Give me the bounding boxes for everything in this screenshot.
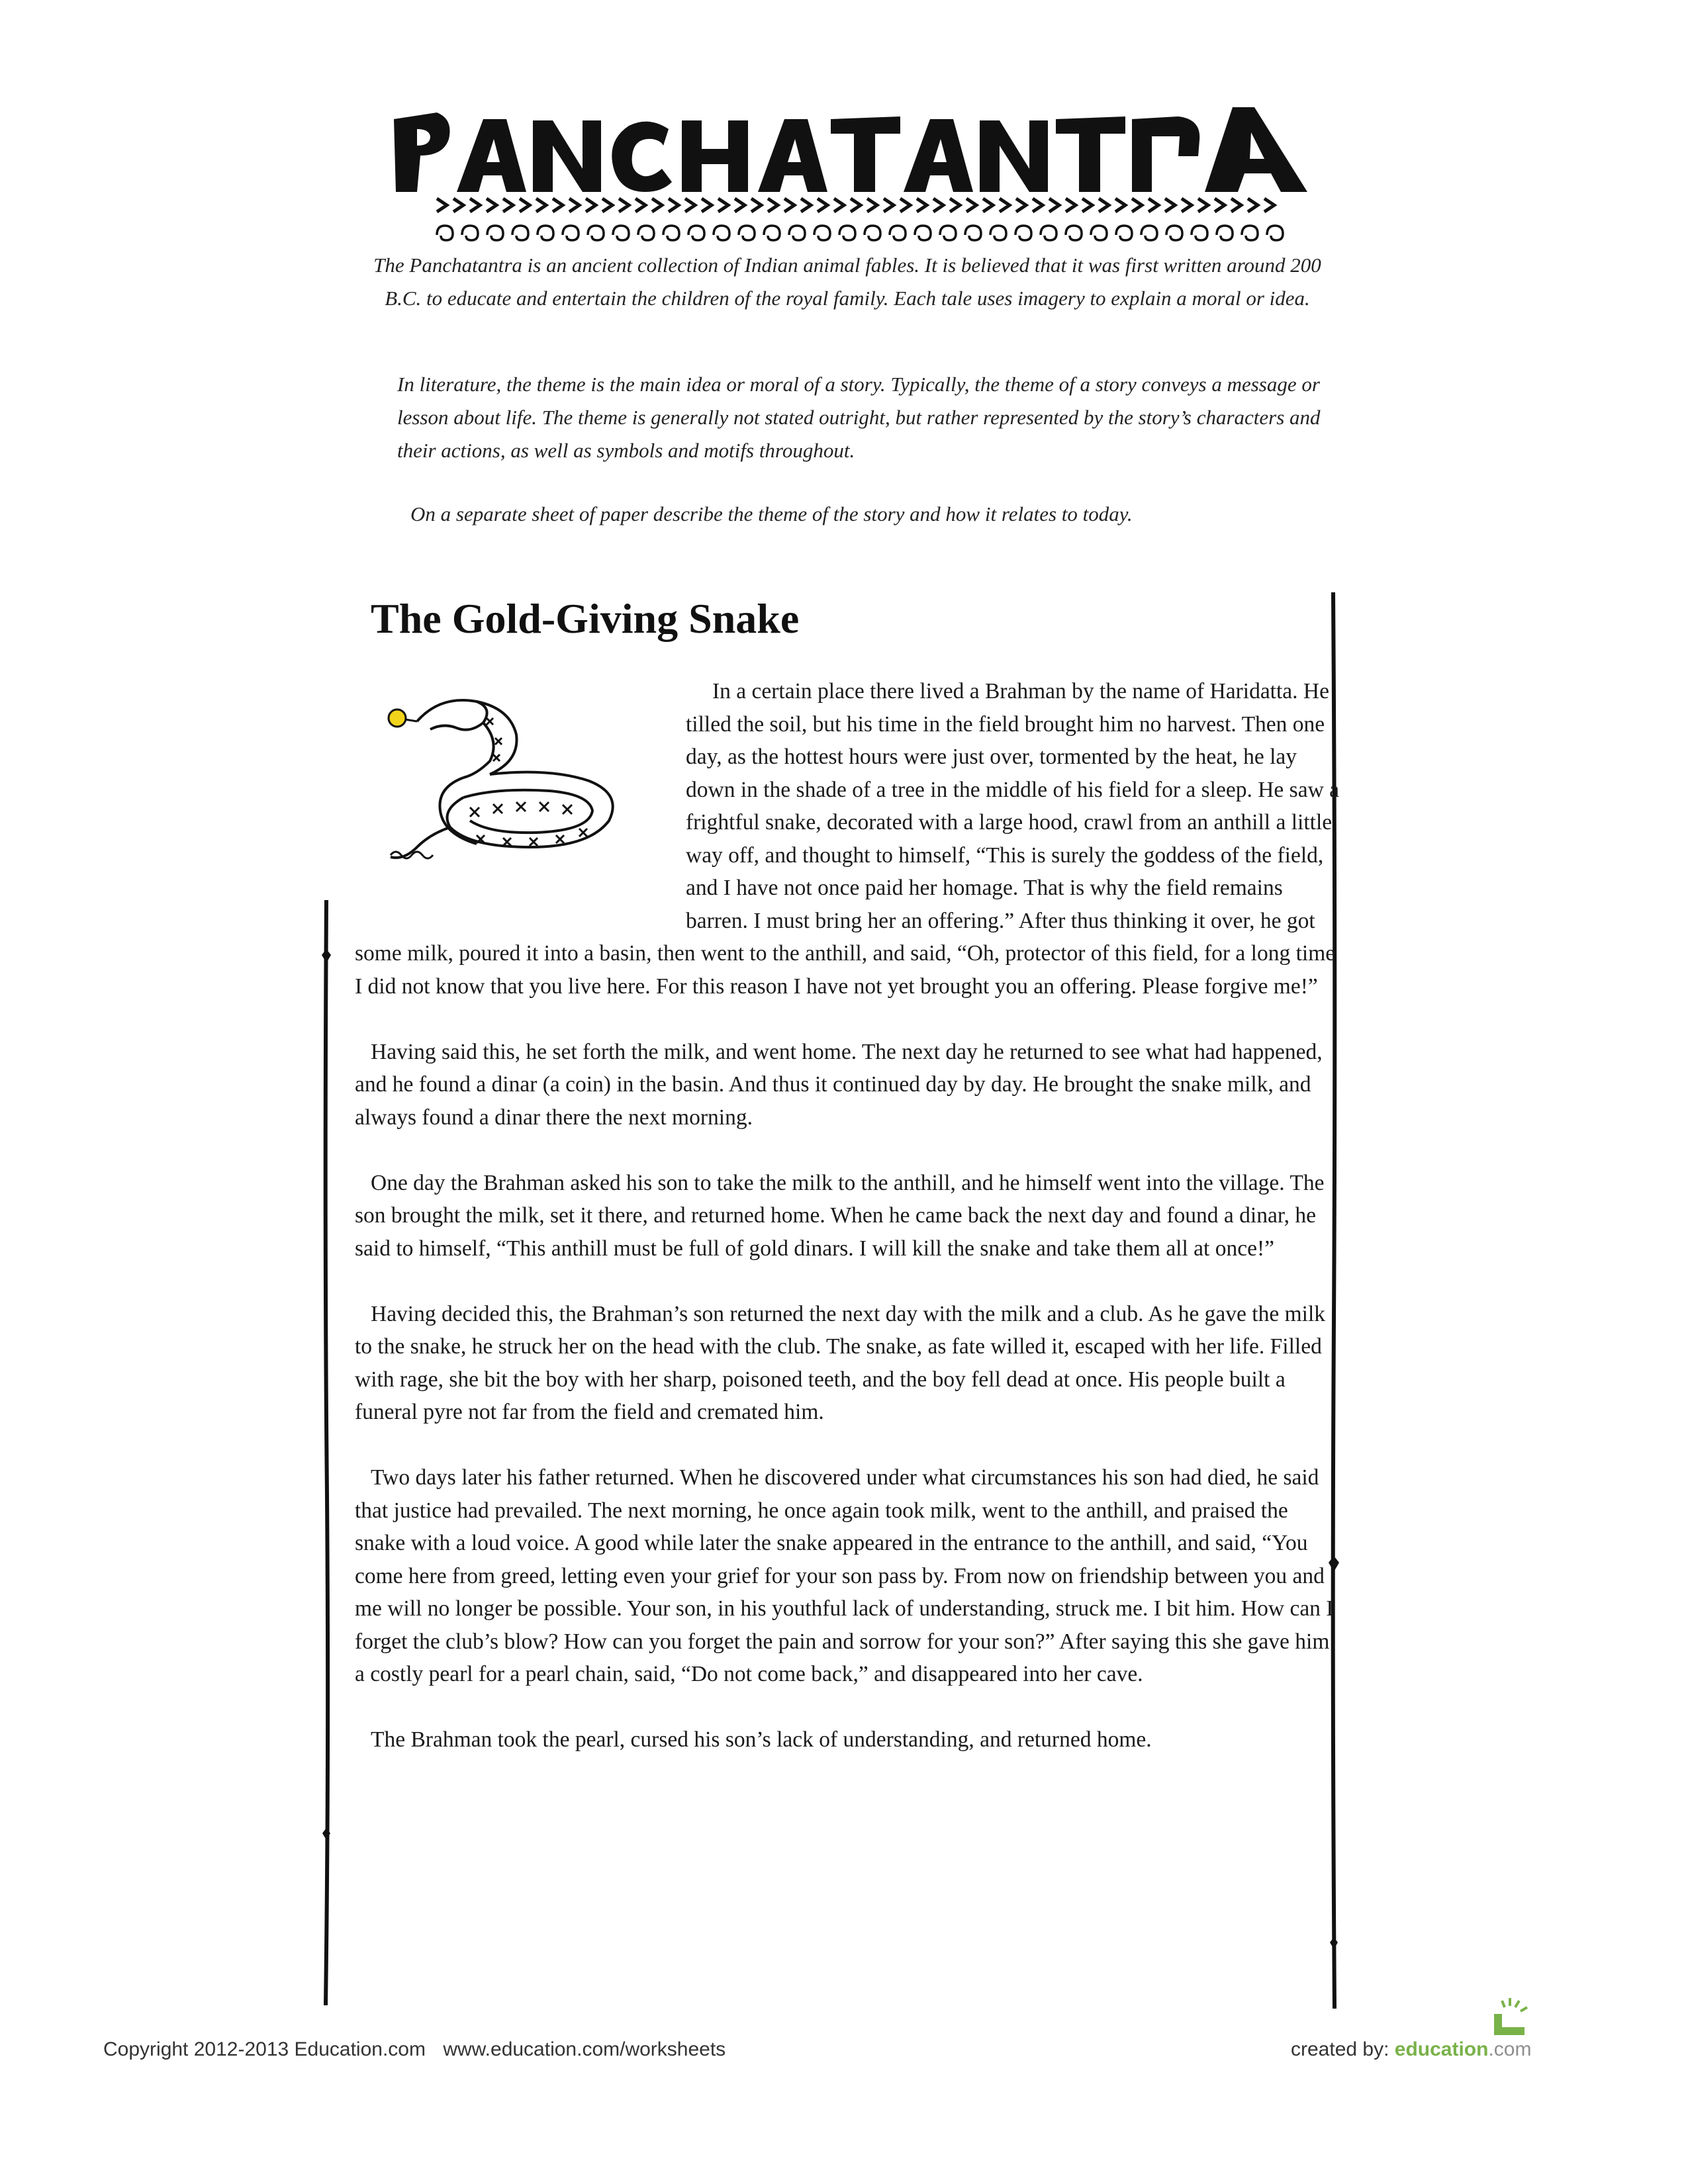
instruction-text: On a separate sheet of paper describe the theme of the story and how it relates to today. — [410, 502, 1133, 525]
footer-copyright — [103, 2038, 737, 2061]
created-by-label: created by: — [1291, 2038, 1389, 2060]
story-body — [355, 675, 1341, 1789]
instruction-paragraph — [371, 498, 1324, 531]
story-paragraph-text: In a certain place there lived a Brahman by the name of Haridatta. He tilled the soil, but his time in the field brought him no harvest. Then one day, as the hottest hours were just over, tormented by the heat, he lay down in the shade of a tree in the middle of his field for a sleep. He saw a frightful snake, decorated with a large hood, crawl from an anthill a little way off, and thought to himself, “This is surely the goddess of the field, and I have not once paid her homage. That is why the field remains barren. I must bring her an offering.” After thus thinking it over, he got some milk, poured it into a basin, then went to the anthill, and said, “Oh, protector of this field, for a long time I did not know that you live here. For this reason I have not yet brought you an offering. Please forgive me!” — [355, 679, 1340, 999]
banner-chevron-row — [437, 199, 1274, 212]
story-paragraph: Having decided this, the Brahman’s son returned the next day with the milk and a club. As he gave the milk to the snake, he struck her on the head with the club. The snake, as fate willed it, escaped with her life. Filled with rage, she bit the boy with her sharp, poisoned teeth, and the boy fell dead at once. His people built a funeral pyre not far from the field and cremated him. — [355, 1301, 1326, 1424]
story-paragraph: One day the Brahman asked his son to take the milk to the anthill, and he himself went into the village. The son brought the milk, set it there, and returned home. When he came back the next day and found a dinar, he said to himself, “This anthill must be full of gold dinars. I will kill the snake and take them all at once!” — [355, 1170, 1325, 1261]
story-title: The Gold-Giving Snake — [371, 595, 800, 642]
worksheets-link[interactable]: www.education.com/worksheets — [443, 2038, 726, 2060]
theme-text: In literature, the theme is the main idea or moral of a story. Typically, the theme of a story conveys a message or lesson about life. The theme is generally not stated outright, but rather represented by the story’s characters and their actions, as well as symbols and motifs throughout. — [397, 373, 1321, 462]
intro-text: The Panchatantra is an ancient collection of Indian animal fables. It is believed that it was first written around 200 B.C. to educate and entertain the children of the royal family. Each tale uses imagery to explain a moral or idea. — [373, 253, 1321, 310]
story-paragraph: Having said this, he set forth the milk, and went home. The next day he returned to see what had happened, and he found a dinar (a coin) in the basin. And thus it continued day by day. He brought the snake milk, and always found a dinar there the next morning. — [355, 1039, 1323, 1130]
intro-paragraph — [371, 249, 1324, 315]
education-logo-icon — [1486, 1995, 1532, 2042]
banner-lettering — [394, 107, 1307, 192]
theme-paragraph — [371, 368, 1324, 467]
footer-created-by — [1291, 2038, 1531, 2061]
brand-suffix: .com — [1488, 2038, 1532, 2060]
panchatantra-banner — [391, 93, 1311, 251]
copyright-text: Copyright 2012-2013 Education.com — [103, 2038, 426, 2060]
story-paragraph: The Brahman took the pearl, cursed his son’s lack of understanding, and returned home. — [371, 1727, 1152, 1752]
education-brand[interactable] — [1395, 2038, 1532, 2060]
banner-loop-row — [437, 226, 1283, 240]
left-border-line — [316, 900, 336, 2005]
brand-name: education — [1394, 2038, 1489, 2060]
story-paragraph: Two days later his father returned. When he discovered under what circumstances his son had died, he said that justice had prevailed. The next morning, he once again took milk, went to the anthill, and praised the snake with a loud voice. A good while later the snake appeared in the entrance to the anthill, and said, “You come here from greed, letting even your grief for your son pass by. From now on friendship between you and me will no longer be possible. Your son, in his youthful lack of understanding, struck me. I bit him. How can I forget the club’s blow? How can you forget the pain and sorrow for your son?” After saying this she gave him a costly pearl for a pearl chain, said, “Do not come back,” and disappeared into her cave. — [355, 1465, 1334, 1686]
illustration-space — [355, 675, 686, 927]
